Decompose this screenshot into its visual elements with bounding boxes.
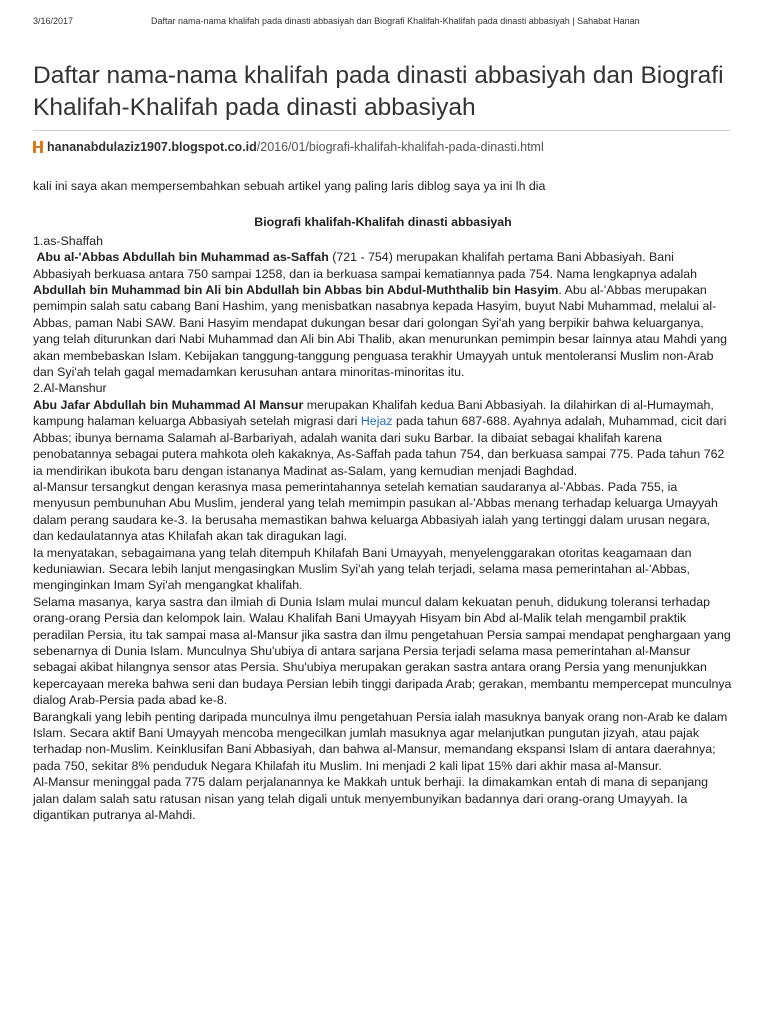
paragraph-6: Barangkali yang lebih penting daripada munculnya ilmu pengetahuan Persia ialah masuknya banyak orang non-Arab ke dalam Islam. Secara aktif Bani Umayyah mencoba mengecilkan jumlah masuknya agar melanjutkan pungutan jizyah, atau pajak terhadap non-Muslim. Keinklusifan Bani Abbasiyah, dan bahwa al-Mansur, memandang ekspansi Islam di antara daerahnya; pada 750, sekitar 8% penduduk Negara Khilafah itu Muslim. Ini menjadi 2 kali lipat 15% dari akhir masa al-Mansur. [33,709,728,773]
article-body [33,178,733,823]
paragraph-7: Al-Mansur meninggal pada 775 dalam perjalanannya ke Makkah untuk berhaji. Ia dimakamkan entah di mana di sepanjang jalan dalam salah satu ratusan nisan yang telah digali untuk menyembunyikan badannya dari orang-orang Umayyah. Ia digantikan putranya al-Mahdi. [33,775,709,823]
source-path: /2016/01/biografi-khalifah-khalifah-pada-dinasti.html [256,140,544,154]
hejaz-link[interactable]: Hejaz [360,414,393,429]
paragraph-5: Selama masanya, karya sastra dan ilmiah di Dunia Islam mulai muncul dalam kekuatan penuh, didukung toleransi terhadap orang-orang Persia dan kelompok lain. Walau Khalifah Bani Umayyah Hisyam bin Abd al-Malik telah mengambil praktik peradilan Persia, itu tak sampai masa al-Mansur jika sastra dan ilmu pengetahuan Persia sampai mendapat penghargaan yang sebenarnya di Dunia Islam. Munculnya Shu'ubiya di antara sarjana Persia terjadi selama masa pemerintahan al-Mansur sebagai akibat hilangnya sensor atas Persia. Shu'ubiya merupakan gerakan sastra antara orang Persia yang menunjukkan kepercayaan mereka bahwa seni dan budaya Persian lebih tinggi daripada Arab; gerakan, membantu mempercepat munculnya dialog Arab-Persia pada abad ke-8. [33,594,732,708]
print-page-title: Daftar nama-nama khalifah pada dinasti abbasiyah dan Biografi Khalifah-Khalifah pada dinasti abbasiyah | Sahabat Hanan [151,16,640,26]
source-url[interactable] [33,140,544,154]
khalifah-2-name: Abu Jafar Abdullah bin Muhammad Al Mansur [33,397,304,412]
print-date: 3/16/2017 [33,16,74,26]
khalifah-1-paragraph [33,249,733,380]
khalifah-2-text-a: merupakan Khalifah kedua Bani Abbasiyah. Ia dilahirkan di al-Humaymah, kampung halaman keluarga Abbasiyah setelah migrasi dari [33,397,714,429]
khalifah-2-text-b: pada tahun 687-688. Ayahnya adalah, Muhammad, cicit dari Abbas; ibunya bernama Salamah al-Barbariyah, adalah wanita dari suku Barbar. Ia dibaiat sebagai khalifah karena penobatannya sebagai putera mahkota oleh kakaknya, As-Saffah pada tahun 754, dan berkuasa sampai 775. Pada tahun 762 ia mendirikan ibukota baru dengan istananya Madinat as-Salam, yang kemudian menjadi Baghdad. [33,414,727,478]
paragraph-4: Ia menyatakan, sebagaimana yang telah ditempuh Khilafah Bani Umayyah, menyelenggarakan otoritas keagamaan dan keduniawian. Secara lebih lanjut mengasingkan Muslim Syi'ah yang telah terjadi, selama masa pemerintahan al-'Abbas, menginginkan Imam Syi'ah mengangkat khalifah. [33,545,692,593]
intro-paragraph: kali ini saya akan mempersembahkan sebuah artikel yang paling laris diblog saya ya ini lh dia [33,179,546,193]
khalifah-1-name: Abu al-'Abbas Abdullah bin Muhammad as-Saffah [36,250,329,265]
khalifah-1-fullname: Abdullah bin Muhammad bin Ali bin Abdullah bin Abbas bin Abdul-Muththalib bin Hasyim [33,283,559,298]
khalifah-1-text-b: . Abu al-'Abbas merupakan pemimpin salah satu cabang Bani Hashim, yang menisbatkan nasabnya kepada Hasyim, buyut Nabi Muhammad, melalui al-Abbas, paman Nabi SAW. Bani Hasyim mendapat dukungan besar dari golongan Syi'ah yang berpikir bahwa keluarganya, yang telah diturunkan dari Nabi Muhammad dan Ali bin Abi Thalib, akan menurunkan pemimpin besar lainnya atau Mahdi yang akan membebaskan Islam. Kebijakan tanggung-tanggung penguasa terakhir Umayyah untuk mentoleransi Muslim non-Arab dan Syi'ah telah gagal memadamkan kerusuhan antara minoritas-minoritas itu. [33,283,728,380]
title-divider [33,130,730,131]
article-title: Daftar nama-nama khalifah pada dinasti abbasiyah dan Biografi Khalifah-Khalifah pada dinasti abbasiyah [33,62,724,121]
khalifah-2-label: 2.Al-Manshur [33,381,107,396]
source-domain: hananabdulaziz1907.blogspot.co.id [47,140,257,154]
khalifah-2-paragraph [33,397,733,479]
blogger-h-icon [33,141,43,153]
paragraph-3: al-Mansur tersangkut dengan kerasnya masa pemerintahannya setelah kematian saudaranya al-'Abbas. Pada 755, ia menyusun pembunuhan Abu Muslim, jenderal yang telah memimpin pasukan al-'Abbas menang terhadap keluarga Umayyah dalam perang saudara ke-3. Ia berusaha memastikan bahwa keluarga Abbasiyah ialah yang tertinggi dalam urusan negara, dan kedaulatannya atas Khilafah akan tak diragukan lagi. [33,479,718,544]
khalifah-1-label: 1.as-Shaffah [33,233,104,248]
section-heading: Biografi khalifah-Khalifah dinasti abbasiyah [254,215,512,230]
khalifah-1-text-a: (721 - 754) merupakan khalifah pertama Bani Abbasiyah. Bani Abbasiyah berkuasa antara 750 sampai 1258, dan ia berkuasa sampai kematiannya pada 754. Nama lengkapnya adalah [33,250,698,281]
